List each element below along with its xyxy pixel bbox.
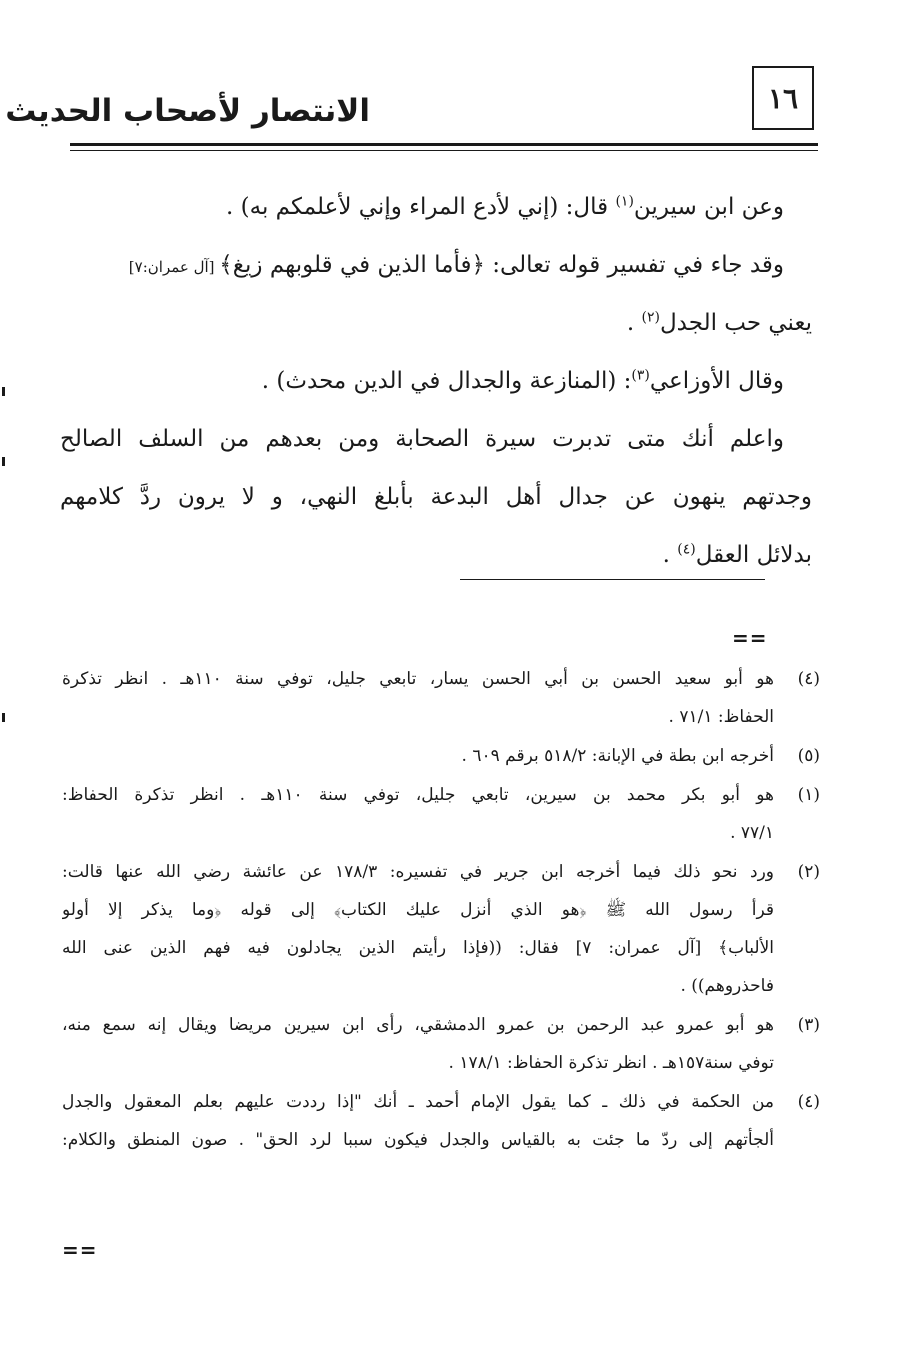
footnote-line: الحفاظ: ٧١/١ . bbox=[668, 707, 774, 727]
footnote-number: (١) bbox=[797, 785, 820, 805]
footnote-number: (٣) bbox=[797, 1015, 820, 1035]
body-line: واعلم أنك متى تدبرت سيرة الصحابة ومن بعدهم من السلف الصالح bbox=[60, 426, 784, 452]
body-text-run: . bbox=[626, 310, 642, 336]
footnote-line: ٧٧/١ . bbox=[730, 823, 774, 843]
margin-mark bbox=[2, 457, 5, 466]
footnote-item bbox=[62, 737, 820, 775]
footnote-line: قرأ رسول الله ﷺ ﴿هو الذي أنزل عليك الكتاب﴾ إلى قوله ﴿وما يذكر إلا أولو bbox=[62, 900, 774, 920]
margin-mark bbox=[2, 713, 5, 722]
footnote-line: فاحذروهم)) . bbox=[680, 976, 774, 996]
margin-mark bbox=[2, 387, 5, 396]
body-line bbox=[60, 236, 812, 294]
footnotes bbox=[62, 660, 820, 1160]
footnote-item bbox=[62, 660, 820, 736]
footnote-line: هو أبو عمرو عبد الرحمن بن عمرو الدمشقي، رأى ابن سيرين مريضا ويقال إنه سمع منه، bbox=[62, 1015, 774, 1035]
footnote-item bbox=[62, 1006, 820, 1082]
footnote-line: من الحكمة في ذلك ـ كما يقول الإمام أحمد ـ أنك "إذا رددت عليهم بعلم المعقول والجدل bbox=[62, 1092, 774, 1112]
footnote-item bbox=[62, 776, 820, 852]
footnote-line: هو أبو بكر محمد بن سيرين، تابعي جليل، توفي سنة ١١٠هـ . انظر تذكرة الحفاظ: bbox=[62, 785, 774, 805]
page-number: ١٦ bbox=[752, 66, 814, 130]
footnote-line: ورد نحو ذلك فيما أخرجه ابن جرير في تفسيره: ١٧٨/٣ عن عائشة رضي الله عنها قالت: bbox=[62, 862, 774, 882]
footnote-item bbox=[62, 853, 820, 1005]
body-text-run: بدلائل العقل bbox=[695, 542, 812, 568]
quran-reference: [آل عمران:٧] bbox=[128, 258, 220, 276]
footnote-end-mark: == bbox=[62, 1238, 98, 1262]
main-text bbox=[60, 178, 812, 584]
body-text-run: وقال الأوزاعي bbox=[649, 368, 784, 394]
body-line bbox=[60, 178, 812, 236]
footnote-start-mark: == bbox=[732, 626, 768, 650]
header-rule-thin bbox=[70, 150, 818, 151]
body-text-run: يعني حب الجدل bbox=[659, 310, 812, 336]
body-text-run: وعن ابن سيرين bbox=[633, 194, 784, 220]
footnote-ref: (٤) bbox=[677, 541, 696, 558]
body-text-run: قال: (إني لأدع المراء وإني لأعلمكم به) . bbox=[226, 194, 616, 220]
footnote-number: (٤) bbox=[797, 1092, 820, 1112]
footnote-ref: (٣) bbox=[631, 367, 650, 384]
footnote-number: (٥) bbox=[797, 746, 820, 766]
body-text-run: وقد جاء في تفسير قوله تعالى: ﴿فأما الذين في قلوبهم زيغ﴾ bbox=[219, 252, 784, 278]
footnote-number: (٢) bbox=[797, 862, 820, 882]
body-text-run: . bbox=[662, 542, 678, 568]
footnote-number: (٤) bbox=[797, 669, 820, 689]
footnote-line: هو أبو سعيد الحسن بن أبي الحسن يسار، تابعي جليل، توفي سنة ١١٠هـ . انظر تذكرة bbox=[62, 669, 774, 689]
running-title: الانتصار لأصحاب الحديث bbox=[5, 93, 370, 129]
footnote-line: توفي سنة١٥٧هـ . انظر تذكرة الحفاظ: ١٧٨/١ . bbox=[448, 1053, 774, 1073]
footnote-line: الألباب﴾ [آل عمران: ٧] فقال: ((فإذا رأيتم الذين يجادلون فيه فهم الذين عنى الله bbox=[62, 938, 774, 958]
body-line bbox=[60, 352, 812, 410]
footnote-separator bbox=[460, 579, 765, 580]
header-rule-thick bbox=[70, 143, 818, 146]
footnote-line: ألجأتهم إلى ردّ ما جئت به بالقياس والجدل فيكون سببا لرد الحق" . صون المنطق والكلام: bbox=[62, 1130, 774, 1150]
footnote-ref: (١) bbox=[615, 193, 634, 210]
body-line bbox=[60, 526, 812, 584]
footnote-item bbox=[62, 1083, 820, 1159]
body-line bbox=[60, 294, 812, 352]
body-text-run: : (المنازعة والجدال في الدين محدث) . bbox=[261, 368, 632, 394]
footnote-line: أخرجه ابن بطة في الإبانة: ٥١٨/٢ برقم ٦٠٩ . bbox=[461, 746, 774, 766]
body-line: وجدتهم ينهون عن جدال أهل البدعة بأبلغ النهي، و لا يرون ردَّ كلامهم bbox=[60, 484, 812, 510]
footnote-ref: (٢) bbox=[641, 309, 660, 326]
